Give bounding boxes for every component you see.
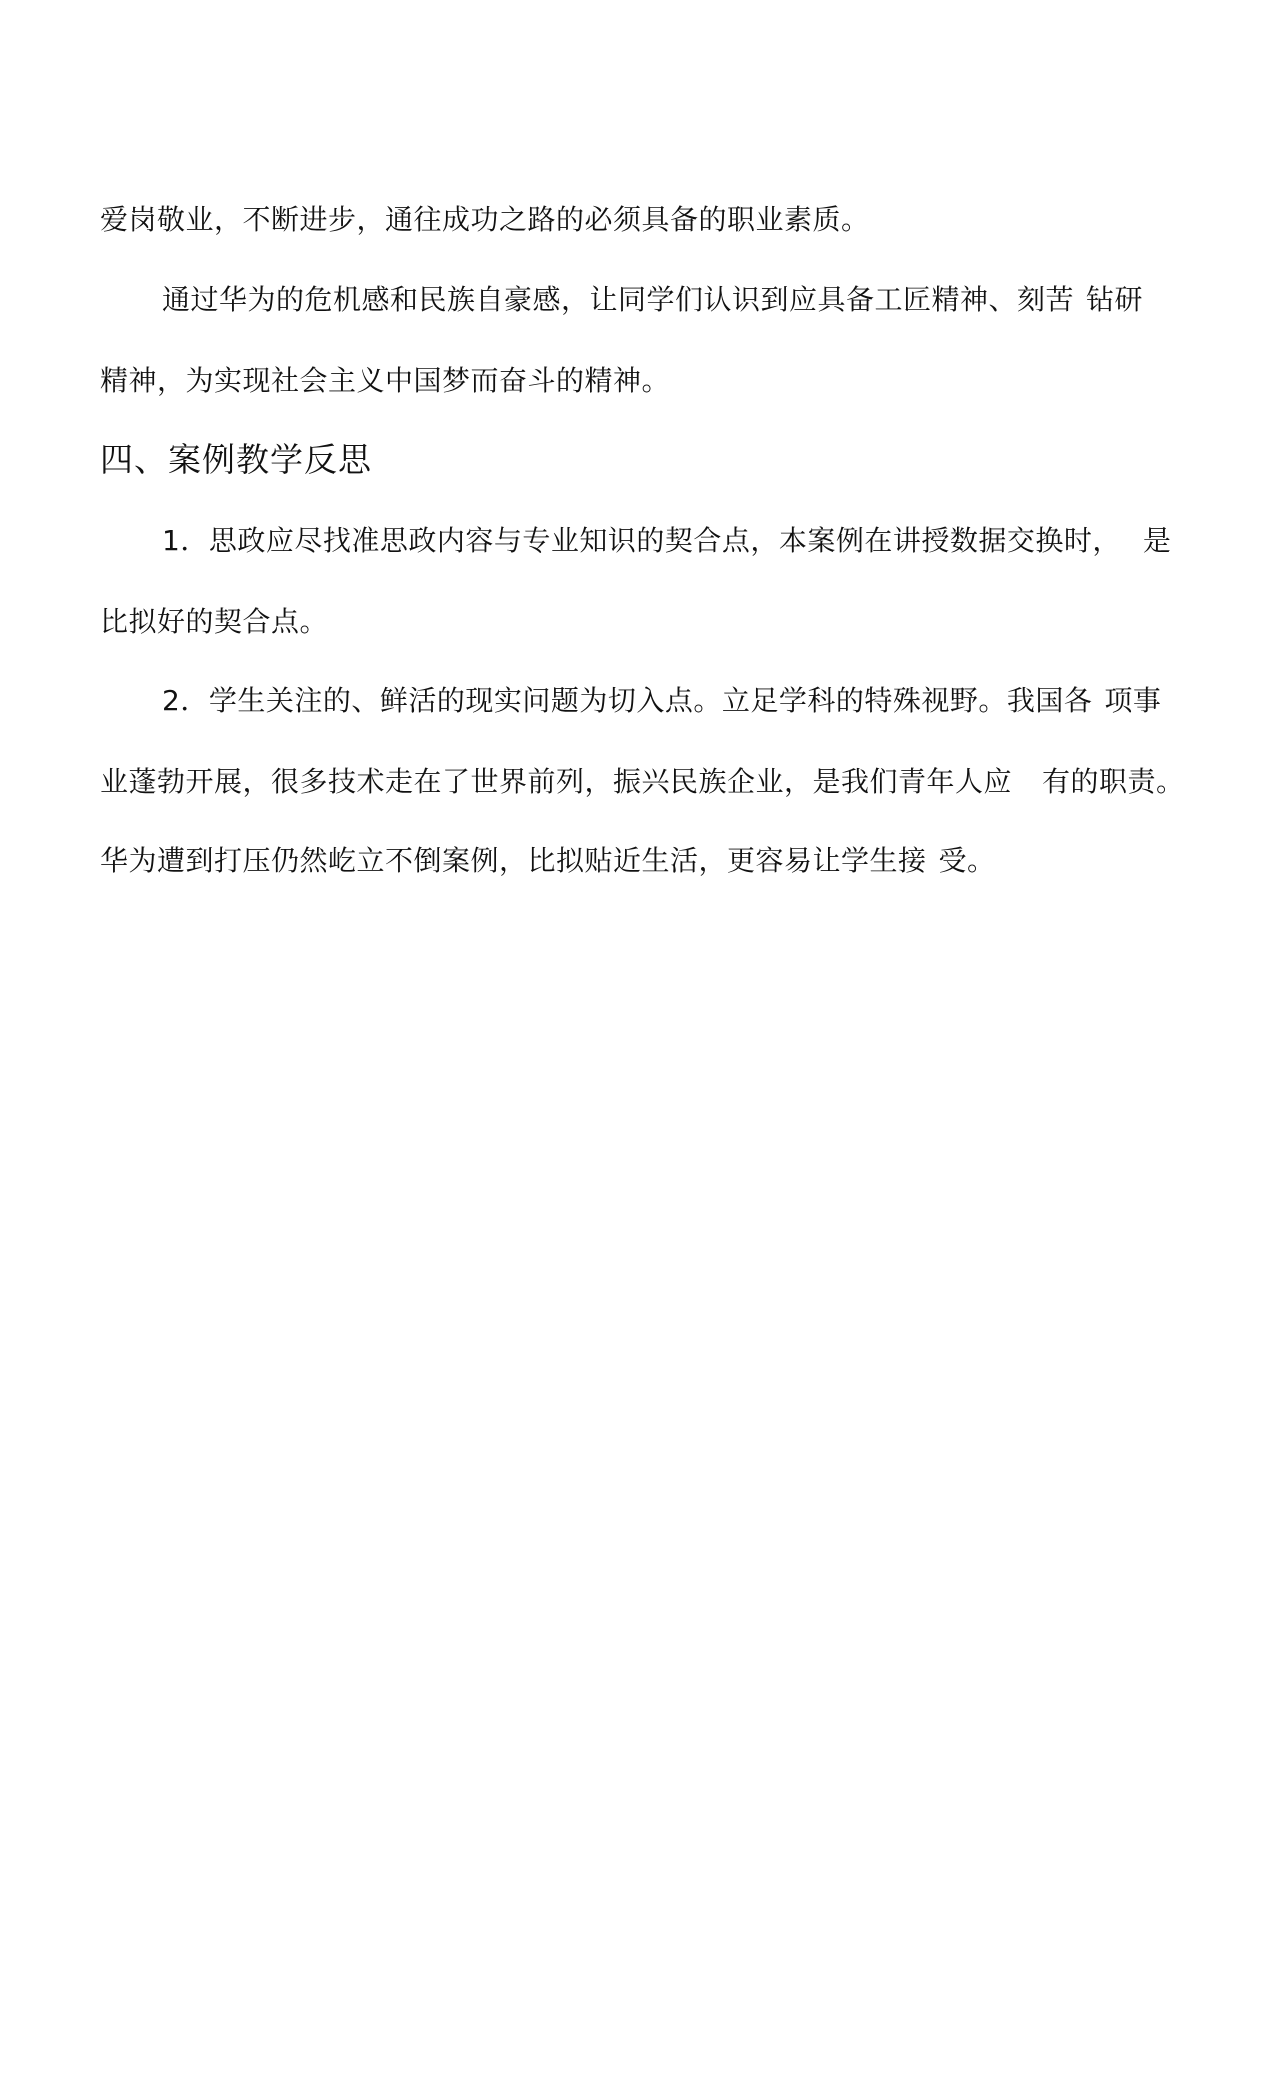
section-heading [100, 438, 372, 482]
list-item-text: 2．学生关注的、鲜活的现实问题为切入点。立足学科的特殊视野。我国各 [162, 684, 1093, 717]
list-item-text: 有的职责。 [1042, 765, 1185, 798]
list-item-text: 受。 [938, 844, 996, 877]
list-item-text: 1．思政应尽找准思政内容与专业知识的契合点，本案例在讲授数据交换时， [162, 524, 1121, 557]
list-item-text: 华为遭到打压仍然屹立不倒案例，比拟贴近生活，更容易让学生接 [100, 844, 927, 877]
list-item-line [162, 521, 1171, 561]
paragraph-text: 通过华为的危机感和民族自豪感，让同学们认识到应具备工匠精神、刻苦 [162, 283, 1075, 316]
list-item-text: 业蓬勃开展，很多技术走在了世界前列，振兴民族企业，是我们青年人应 [100, 765, 1013, 798]
list-item-text: 是 [1142, 524, 1172, 557]
list-item-line [162, 681, 1161, 721]
list-item-line [100, 762, 1185, 802]
list-item-line [100, 602, 328, 642]
list-item-text: 项事 [1104, 684, 1162, 717]
paragraph-text: 钻研 [1086, 283, 1144, 316]
list-item-text: 比拟好的契合点。 [100, 605, 329, 638]
paragraph-line [162, 280, 1143, 320]
paragraph-line [100, 200, 870, 240]
section-heading-text: 四、案例教学反思 [100, 440, 372, 479]
paragraph-text: 爱岗敬业，不断进步，通往成功之路的必须具备的职业素质。 [100, 203, 870, 236]
paragraph-line [100, 361, 670, 401]
paragraph-text: 精神，为实现社会主义中国梦而奋斗的精神。 [100, 364, 671, 397]
list-item-line [100, 841, 996, 881]
